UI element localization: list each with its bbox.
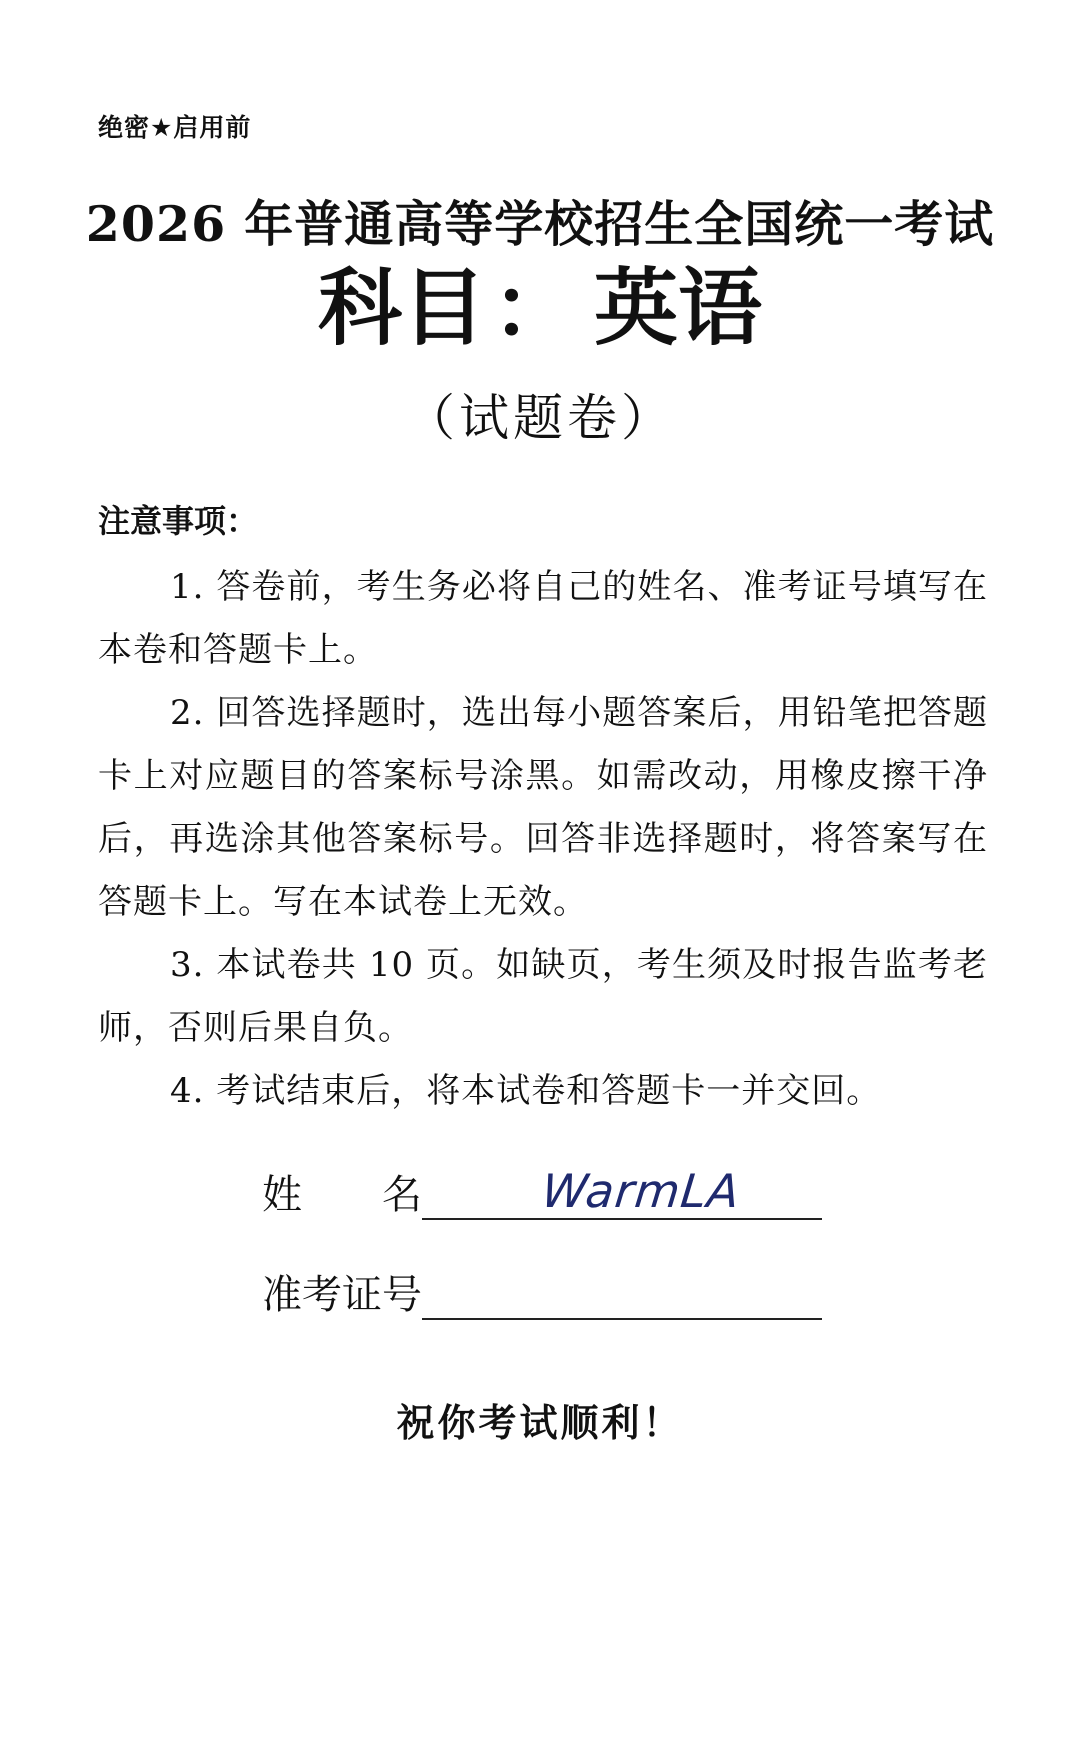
notice-item: 2. 回答选择题时，选出每小题答案后，用铅笔把答题卡上对应题目的答案标号涂黑。如需改动，用橡皮擦干净后，再选涂其他答案标号。回答非选择题时，将答案写在答题卡上。写在本试卷上无效。: [98, 693, 988, 922]
name-label-char-1: 姓: [262, 1172, 302, 1218]
name-label: [262, 1163, 422, 1220]
notice-item: 4. 考试结束后，将本试卷和答题卡一并交回。: [170, 1071, 882, 1111]
name-field-row: [262, 1164, 822, 1228]
name-field[interactable]: [422, 1164, 822, 1220]
name-label-char-2: 名: [382, 1172, 422, 1218]
subject-line: [0, 258, 1080, 358]
exam-id-label: 准考证号: [262, 1272, 422, 1318]
good-luck-message: 祝你考试顺利！: [396, 1401, 684, 1445]
notice-item: 3. 本试卷共 10 页。如缺页，考生须及时报告监考老师，否则后果自负。: [98, 945, 988, 1048]
notice-item: 1. 答卷前，考生务必将自己的姓名、准考证号填写在本卷和答题卡上。: [98, 567, 988, 670]
paper-type: （试题卷）: [405, 389, 675, 447]
subject-colon: ：: [491, 259, 576, 357]
subject-label: 科目: [317, 259, 486, 357]
notice-heading: 注意事项：: [98, 502, 259, 540]
notice-list: [98, 556, 988, 1123]
confidential-mark: 绝密★启用前: [98, 113, 252, 142]
subject-value: 英语: [594, 259, 763, 357]
exam-id-field-row: [262, 1268, 822, 1328]
exam-id-field[interactable]: [422, 1268, 822, 1320]
exam-title: 2026 年普通高等学校招生全国统一考试: [85, 195, 995, 253]
name-handwritten-value: WarmLA: [539, 1164, 743, 1218]
